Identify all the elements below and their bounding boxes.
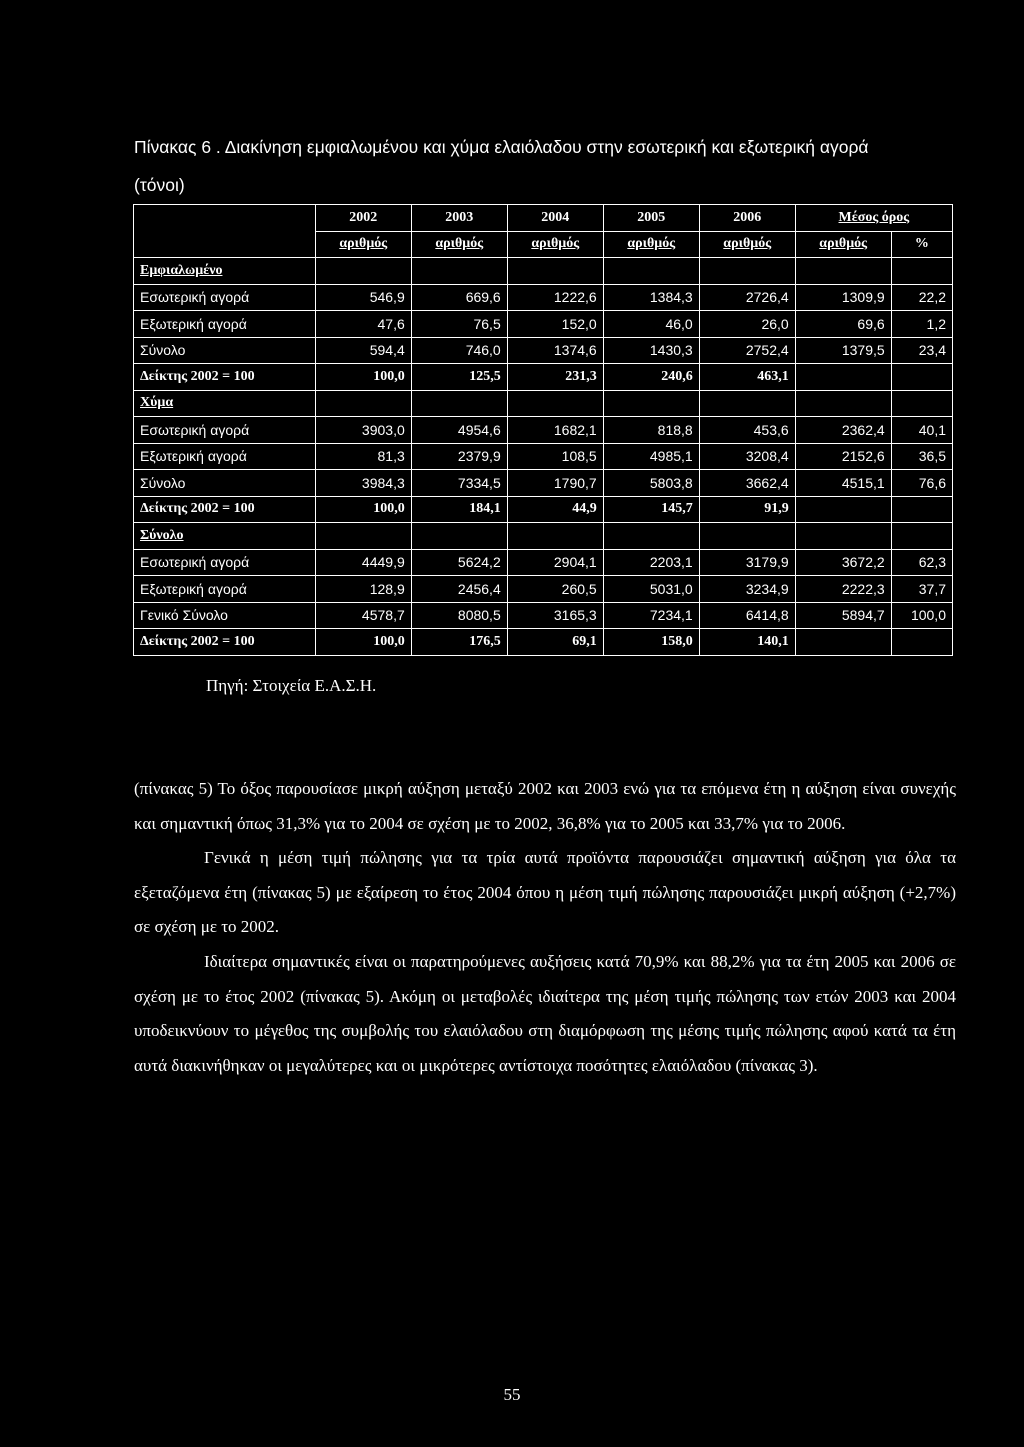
table-cell xyxy=(411,390,507,417)
table-cell xyxy=(699,523,795,550)
table-cell: 453,6 xyxy=(699,417,795,444)
table-row xyxy=(134,470,953,497)
table-row xyxy=(134,602,953,629)
table-cell: 76,5 xyxy=(411,311,507,338)
table-row xyxy=(134,337,953,364)
table-cell: 1790,7 xyxy=(507,470,603,497)
table-row xyxy=(134,311,953,338)
row-label: Χύμα xyxy=(134,390,316,417)
data-table xyxy=(133,204,953,656)
header-average: Μέσος όρος xyxy=(795,205,952,232)
data-table-container xyxy=(133,204,953,656)
table-cell xyxy=(507,258,603,285)
table-cell xyxy=(315,258,411,285)
table-row xyxy=(134,258,953,285)
table-cell: 5803,8 xyxy=(603,470,699,497)
table-cell: 5894,7 xyxy=(795,602,891,629)
table-cell: 2752,4 xyxy=(699,337,795,364)
table-cell: 81,3 xyxy=(315,443,411,470)
table-cell xyxy=(699,258,795,285)
row-label: Εξωτερική αγορά xyxy=(134,443,316,470)
table-cell xyxy=(891,390,952,417)
table-cell: 3672,2 xyxy=(795,549,891,576)
row-label: Σύνολο xyxy=(134,470,316,497)
row-label: Εσωτερική αγορά xyxy=(134,284,316,311)
table-cell: 2362,4 xyxy=(795,417,891,444)
table-cell: 23,4 xyxy=(891,337,952,364)
table-cell: 40,1 xyxy=(891,417,952,444)
header-unit: αριθμός xyxy=(315,231,411,258)
table-cell: 3234,9 xyxy=(699,576,795,603)
table-cell: 2152,6 xyxy=(795,443,891,470)
table-cell xyxy=(411,258,507,285)
table-cell: 36,5 xyxy=(891,443,952,470)
table-cell: 2726,4 xyxy=(699,284,795,311)
table-cell: 44,9 xyxy=(507,496,603,523)
table-cell xyxy=(891,629,952,656)
row-label: Εσωτερική αγορά xyxy=(134,417,316,444)
row-label: Γενικό Σύνολο xyxy=(134,602,316,629)
table-cell: 594,4 xyxy=(315,337,411,364)
table-caption: Πίνακας 6 . Διακίνηση εμφιαλωμένου και χύμα ελαιόλαδου στην εσωτερική και εξωτερική αγορά (τόνοι) xyxy=(134,137,869,195)
table-cell: 37,7 xyxy=(891,576,952,603)
table-cell xyxy=(795,523,891,550)
table-cell: 125,5 xyxy=(411,364,507,391)
table-cell: 818,8 xyxy=(603,417,699,444)
table-row xyxy=(134,576,953,603)
table-row xyxy=(134,364,953,391)
table-cell: 46,0 xyxy=(603,311,699,338)
table-cell: 158,0 xyxy=(603,629,699,656)
header-unit: αριθμός xyxy=(411,231,507,258)
table-cell: 1430,3 xyxy=(603,337,699,364)
header-unit: αριθμός xyxy=(699,231,795,258)
table-cell xyxy=(603,258,699,285)
table-cell: 69,1 xyxy=(507,629,603,656)
table-cell: 100,0 xyxy=(315,629,411,656)
table-cell: 2203,1 xyxy=(603,549,699,576)
table-row xyxy=(134,284,953,311)
table-cell: 22,2 xyxy=(891,284,952,311)
header-unit: αριθμός xyxy=(795,231,891,258)
table-cell xyxy=(603,390,699,417)
table-cell: 2379,9 xyxy=(411,443,507,470)
table-row xyxy=(134,443,953,470)
table-cell: 140,1 xyxy=(699,629,795,656)
header-row-years xyxy=(134,205,953,232)
table-cell: 76,6 xyxy=(891,470,952,497)
paragraph: Ιδιαίτερα σημαντικές είναι οι παρατηρούμενες αυξήσεις κατά 70,9% και 88,2% για τα έτη 2005 και 2006 σε σχέση με το έτος 2002 (πίνακας 5). Ακόμη οι μεταβολές ιδιαίτερα της μέση τιμής πώλησης των ετών 2003 και 2004 υποδεικνύουν το μέγεθος της συμβολής του ελαιόλαδου στη διαμόρφωση της μέσης τιμής πώλησης αφού κατά τα έτη αυτά διακινήθηκαν οι μεγαλύτερες και οι μικρότερες αντίστοιχα ποσότητες ελαιόλαδου (πίνακας 3). xyxy=(134,951,956,1075)
table-row xyxy=(134,496,953,523)
table-cell: 184,1 xyxy=(411,496,507,523)
table-row xyxy=(134,523,953,550)
table-cell: 2222,3 xyxy=(795,576,891,603)
table-cell xyxy=(315,390,411,417)
table-cell: 1,2 xyxy=(891,311,952,338)
table-cell: 4515,1 xyxy=(795,470,891,497)
table-cell xyxy=(795,258,891,285)
table-cell: 3179,9 xyxy=(699,549,795,576)
header-year: 2003 xyxy=(411,205,507,232)
table-cell: 128,9 xyxy=(315,576,411,603)
header-corner xyxy=(134,205,316,258)
source-note: Πηγή: Στοιχεία Ε.Α.Σ.Η. xyxy=(206,676,377,695)
row-label: Εμφιαλωμένο xyxy=(134,258,316,285)
table-cell: 1374,6 xyxy=(507,337,603,364)
table-cell: 7334,5 xyxy=(411,470,507,497)
table-cell: 1309,9 xyxy=(795,284,891,311)
table-cell: 3984,3 xyxy=(315,470,411,497)
row-label: Δείκτης 2002 = 100 xyxy=(134,496,316,523)
table-cell xyxy=(507,523,603,550)
table-cell: 100,0 xyxy=(315,496,411,523)
row-label: Σύνολο xyxy=(134,523,316,550)
header-year: 2005 xyxy=(603,205,699,232)
table-cell: 3165,3 xyxy=(507,602,603,629)
table-row xyxy=(134,417,953,444)
table-cell xyxy=(411,523,507,550)
header-year: 2006 xyxy=(699,205,795,232)
paragraph: Γενικά η μέση τιμή πώλησης για τα τρία αυτά προϊόντα παρουσιάζει σημαντική αύξηση για όλα τα εξεταζόμενα έτη (πίνακας 5) με εξαίρεση το έτος 2004 όπου η μέση τιμή πώλησης παρουσιάζει μικρή αύξηση (+2,7%) σε σχέση με το 2002. xyxy=(134,848,956,937)
body-text xyxy=(134,772,956,1083)
table-cell: 62,3 xyxy=(891,549,952,576)
row-label: Εξωτερική αγορά xyxy=(134,311,316,338)
table-row xyxy=(134,549,953,576)
header-unit: αριθμός xyxy=(603,231,699,258)
paragraph: (πίνακας 5) Το όξος παρουσίασε μικρή αύξηση μεταξύ 2002 και 2003 ενώ για τα επόμενα έτη η αύξηση είναι συνεχής και σημαντική όπως 31,3% για το 2004 σε σχέση με το 2002, 36,8% για το 2005 και 33,7% για το 2006. xyxy=(134,779,956,833)
table-cell: 2904,1 xyxy=(507,549,603,576)
table-cell: 240,6 xyxy=(603,364,699,391)
table-cell: 145,7 xyxy=(603,496,699,523)
header-year: 2004 xyxy=(507,205,603,232)
table-cell xyxy=(891,258,952,285)
table-row xyxy=(134,629,953,656)
table-cell: 1222,6 xyxy=(507,284,603,311)
table-cell: 1682,1 xyxy=(507,417,603,444)
row-label: Εσωτερική αγορά xyxy=(134,549,316,576)
header-unit-percent: % xyxy=(891,231,952,258)
table-cell: 6414,8 xyxy=(699,602,795,629)
table-cell: 4954,6 xyxy=(411,417,507,444)
table-cell xyxy=(795,390,891,417)
table-cell: 7234,1 xyxy=(603,602,699,629)
page-number: 55 xyxy=(503,1385,521,1404)
table-cell: 260,5 xyxy=(507,576,603,603)
table-cell: 176,5 xyxy=(411,629,507,656)
table-cell: 4578,7 xyxy=(315,602,411,629)
table-cell: 4449,9 xyxy=(315,549,411,576)
table-cell: 546,9 xyxy=(315,284,411,311)
table-body xyxy=(134,258,953,656)
table-cell: 100,0 xyxy=(315,364,411,391)
table-cell xyxy=(795,364,891,391)
table-cell: 3662,4 xyxy=(699,470,795,497)
table-cell xyxy=(891,523,952,550)
row-label: Δείκτης 2002 = 100 xyxy=(134,364,316,391)
table-cell: 463,1 xyxy=(699,364,795,391)
table-cell xyxy=(891,364,952,391)
table-cell: 69,6 xyxy=(795,311,891,338)
table-cell xyxy=(507,390,603,417)
table-cell: 4985,1 xyxy=(603,443,699,470)
table-cell xyxy=(795,629,891,656)
table-cell: 746,0 xyxy=(411,337,507,364)
header-unit: αριθμός xyxy=(507,231,603,258)
table-cell: 1384,3 xyxy=(603,284,699,311)
table-cell: 47,6 xyxy=(315,311,411,338)
table-cell xyxy=(891,496,952,523)
table-cell: 100,0 xyxy=(891,602,952,629)
table-row xyxy=(134,390,953,417)
table-cell xyxy=(603,523,699,550)
table-cell: 3903,0 xyxy=(315,417,411,444)
table-cell xyxy=(699,390,795,417)
table-cell: 2456,4 xyxy=(411,576,507,603)
table-cell: 91,9 xyxy=(699,496,795,523)
table-cell xyxy=(315,523,411,550)
table-cell: 5624,2 xyxy=(411,549,507,576)
table-cell: 26,0 xyxy=(699,311,795,338)
table-cell: 231,3 xyxy=(507,364,603,391)
table-cell: 108,5 xyxy=(507,443,603,470)
row-label: Σύνολο xyxy=(134,337,316,364)
table-cell: 3208,4 xyxy=(699,443,795,470)
row-label: Εξωτερική αγορά xyxy=(134,576,316,603)
table-cell xyxy=(795,496,891,523)
row-label: Δείκτης 2002 = 100 xyxy=(134,629,316,656)
table-cell: 669,6 xyxy=(411,284,507,311)
table-cell: 1379,5 xyxy=(795,337,891,364)
table-cell: 8080,5 xyxy=(411,602,507,629)
table-cell: 5031,0 xyxy=(603,576,699,603)
table-cell: 152,0 xyxy=(507,311,603,338)
header-year: 2002 xyxy=(315,205,411,232)
